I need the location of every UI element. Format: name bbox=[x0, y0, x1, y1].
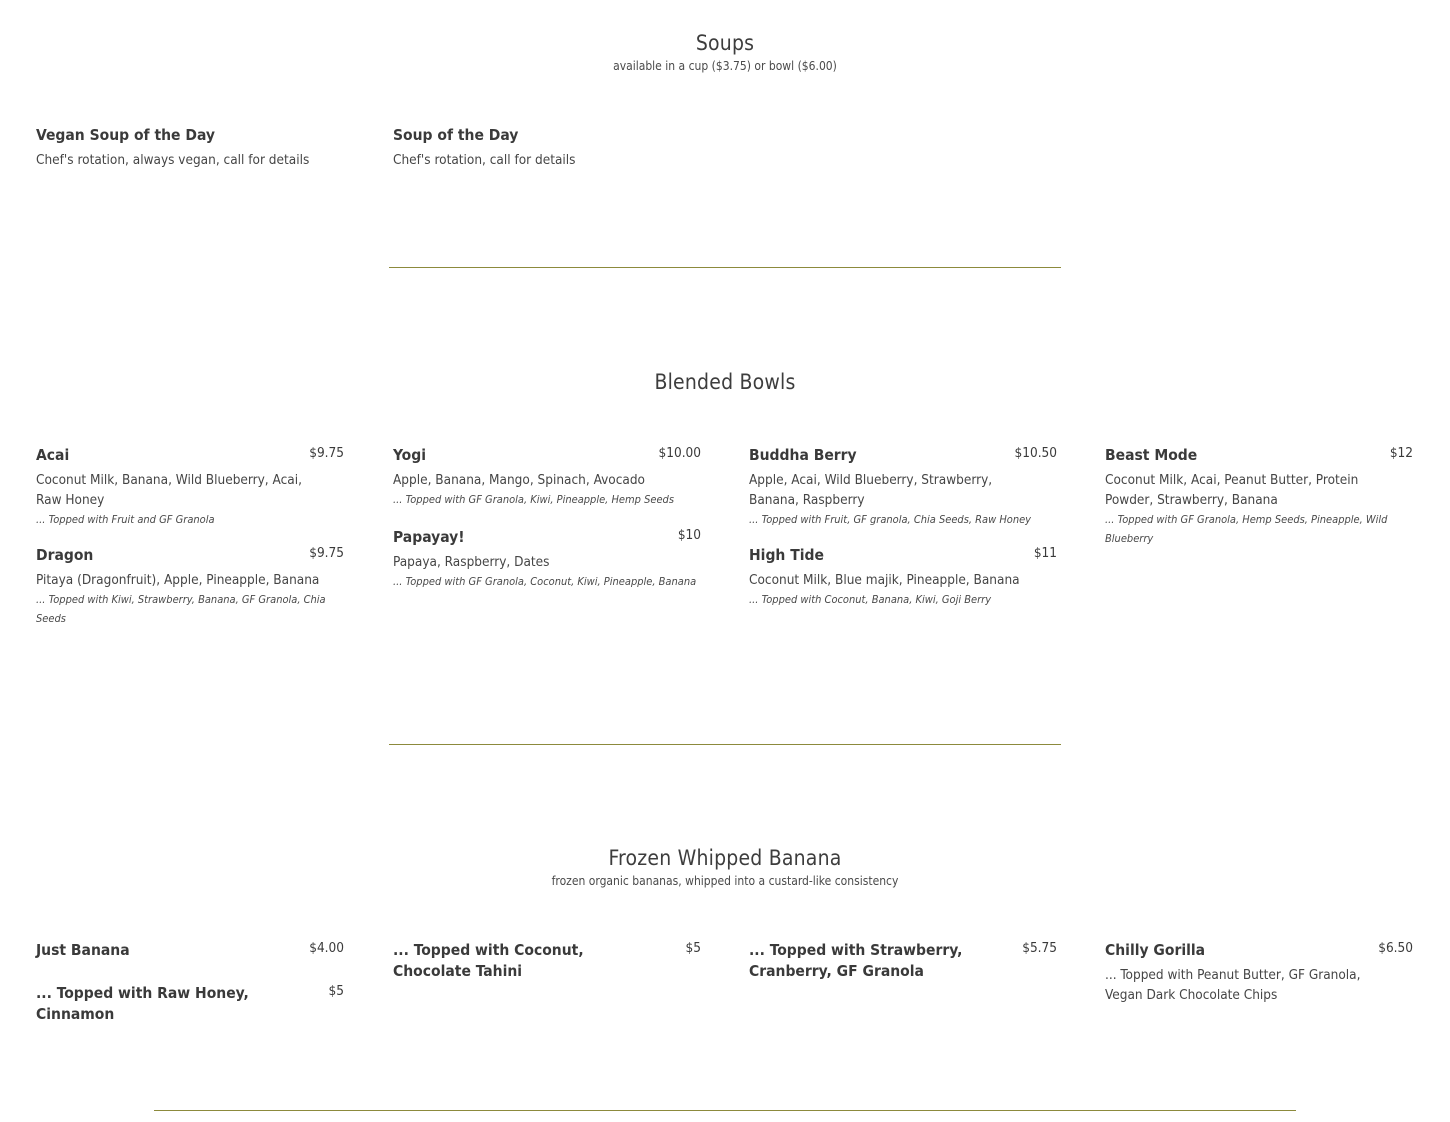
item-price: $5 bbox=[328, 983, 344, 999]
item-price: $4.00 bbox=[309, 940, 344, 956]
item-topping: ... Topped with GF Granola, Kiwi, Pineapple, Hemp Seeds bbox=[393, 493, 674, 506]
item-description: ... Topped with Peanut Butter, GF Granola, Vegan Dark Chocolate Chips bbox=[1105, 967, 1361, 1003]
item-price: $5.75 bbox=[1022, 940, 1057, 956]
item-topping: ... Topped with Fruit, GF granola, Chia Seeds, Raw Honey bbox=[749, 513, 1032, 526]
menu-item bbox=[393, 445, 701, 509]
item-description: Chef's rotation, call for details bbox=[393, 152, 576, 168]
item-name: Acai bbox=[36, 446, 70, 464]
menu-item bbox=[36, 445, 344, 529]
menu-item bbox=[36, 545, 344, 628]
item-price: $10.00 bbox=[658, 445, 701, 461]
item-name: Papayay! bbox=[393, 528, 465, 546]
bowls-column-2 bbox=[393, 445, 701, 609]
banana-title: Frozen Whipped Banana bbox=[608, 846, 842, 870]
item-name: Beast Mode bbox=[1105, 446, 1198, 464]
banana-column-1 bbox=[36, 940, 344, 1043]
banana-column-2 bbox=[393, 940, 701, 1000]
soups-subtitle: available in a cup ($3.75) or bowl ($6.00) bbox=[613, 59, 837, 73]
section-divider bbox=[389, 267, 1061, 268]
section-divider bbox=[154, 1110, 1296, 1111]
item-description: Coconut Milk, Banana, Wild Blueberry, Acai, Raw Honey bbox=[36, 472, 302, 508]
banana-column-3 bbox=[749, 940, 1057, 1000]
menu-item bbox=[393, 940, 701, 982]
item-price: $10.50 bbox=[1014, 445, 1057, 461]
item-name: Chilly Gorilla bbox=[1105, 941, 1206, 959]
item-description: Coconut Milk, Acai, Peanut Butter, Protein Powder, Strawberry, Banana bbox=[1105, 472, 1359, 508]
item-name: Just Banana bbox=[36, 941, 130, 959]
item-name: High Tide bbox=[749, 546, 824, 564]
menu-item bbox=[36, 983, 344, 1025]
item-description: Apple, Banana, Mango, Spinach, Avocado bbox=[393, 472, 645, 488]
menu-item bbox=[1105, 940, 1413, 1005]
section-divider bbox=[389, 744, 1061, 745]
item-description: Papaya, Raspberry, Dates bbox=[393, 554, 550, 570]
menu-item bbox=[393, 125, 701, 170]
soups-column-1 bbox=[36, 125, 344, 188]
menu-item bbox=[749, 545, 1057, 609]
item-topping: ... Topped with Fruit and GF Granola bbox=[36, 513, 215, 526]
item-name: Buddha Berry bbox=[749, 446, 857, 464]
item-name: Vegan Soup of the Day bbox=[36, 126, 215, 144]
bowls-title: Blended Bowls bbox=[654, 370, 796, 394]
item-topping: ... Topped with GF Granola, Hemp Seeds, Pineapple, Wild Blueberry bbox=[1105, 513, 1388, 545]
menu-item bbox=[393, 527, 701, 591]
item-topping: ... Topped with GF Granola, Coconut, Kiwi, Pineapple, Banana bbox=[393, 575, 697, 588]
menu-item bbox=[1105, 445, 1413, 548]
menu-item bbox=[749, 940, 1057, 982]
item-price: $9.75 bbox=[309, 545, 344, 561]
item-description: Chef's rotation, always vegan, call for details bbox=[36, 152, 310, 168]
menu-item bbox=[749, 445, 1057, 529]
item-name: Soup of the Day bbox=[393, 126, 519, 144]
bowls-section bbox=[0, 369, 1450, 395]
item-topping: ... Topped with Coconut, Banana, Kiwi, Goji Berry bbox=[749, 593, 992, 606]
item-price: $6.50 bbox=[1378, 940, 1413, 956]
item-description: Pitaya (Dragonfruit), Apple, Pineapple, Banana bbox=[36, 572, 320, 588]
item-name: ... Topped with Strawberry, Cranberry, GF Granola bbox=[749, 941, 963, 980]
soups-title: Soups bbox=[695, 31, 755, 55]
item-name: Yogi bbox=[393, 446, 427, 464]
item-price: $12 bbox=[1389, 445, 1413, 461]
bowls-column-3 bbox=[749, 445, 1057, 627]
banana-subtitle: frozen organic bananas, whipped into a custard-like consistency bbox=[551, 874, 899, 888]
item-description: Coconut Milk, Blue majik, Pineapple, Banana bbox=[749, 572, 1020, 588]
soups-section bbox=[0, 30, 1450, 74]
item-name: ... Topped with Raw Honey, Cinnamon bbox=[36, 984, 249, 1023]
item-topping: ... Topped with Kiwi, Strawberry, Banana, GF Granola, Chia Seeds bbox=[36, 593, 326, 625]
banana-column-4 bbox=[1105, 940, 1413, 1023]
item-price: $11 bbox=[1033, 545, 1057, 561]
item-price: $10 bbox=[677, 527, 701, 543]
soups-column-2 bbox=[393, 125, 701, 188]
menu-item bbox=[36, 940, 344, 961]
item-name: Dragon bbox=[36, 546, 94, 564]
item-price: $5 bbox=[685, 940, 701, 956]
banana-section bbox=[0, 845, 1450, 889]
menu-item bbox=[36, 125, 344, 170]
item-price: $9.75 bbox=[309, 445, 344, 461]
bowls-column-1 bbox=[36, 445, 344, 646]
item-description: Apple, Acai, Wild Blueberry, Strawberry, Banana, Raspberry bbox=[749, 472, 993, 508]
bowls-column-4 bbox=[1105, 445, 1413, 566]
item-name: ... Topped with Coconut, Chocolate Tahini bbox=[393, 941, 584, 980]
